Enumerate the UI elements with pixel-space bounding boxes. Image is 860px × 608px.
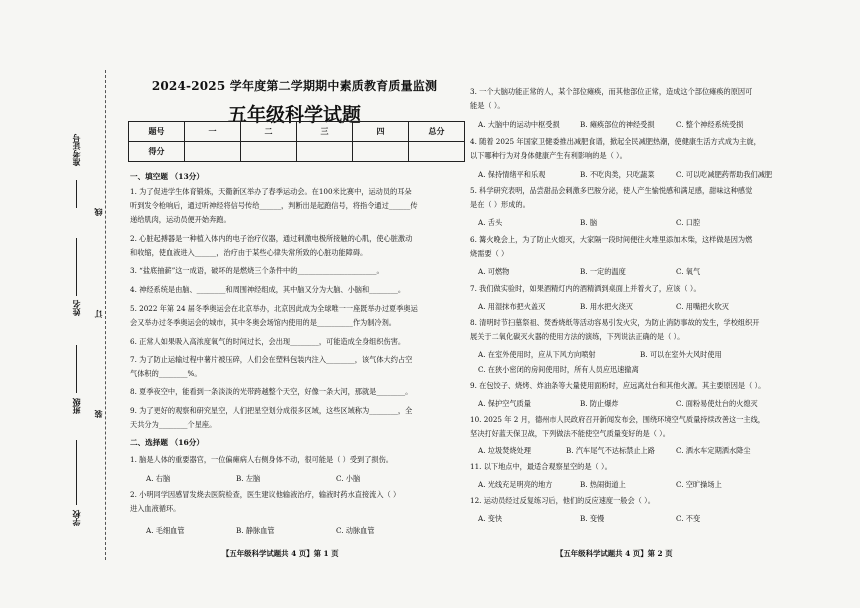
score-cell[interactable] <box>409 142 465 162</box>
choice-q11: 11. 以下地点中，最适合观察星空的是（ ）。 <box>470 462 612 471</box>
choice-q4-option-c: C. 可以吃减肥药帮助我们减肥 <box>676 170 773 179</box>
choice-q12-option-b: B. 变慢 <box>580 514 605 523</box>
choice-q12: 12. 运动员经过反复练习后，他们的反应速度一般会（ ）。 <box>470 496 655 505</box>
score-head-4: 四 <box>353 122 409 142</box>
fill-q7-line1: 7. 为了防止运输过程中薯片被压碎，人们会在塑料包装内注入________，该气体大约占空 <box>130 355 413 364</box>
score-cell[interactable] <box>241 142 297 162</box>
choice-q10-option-a: A. 垃圾焚烧处理 <box>478 446 531 455</box>
choice-q10-option-b: B. 汽车尾气不达标禁止上路 <box>566 446 655 455</box>
fill-q4: 4. 神经系统是由脑、________和周围神经组成，其中脑又分为大脑、小脑和________。 <box>130 285 406 294</box>
exam-subject-title: 五年级科学试题 <box>227 104 361 126</box>
choice-q7-option-c: C. 用嘴把火吹灭 <box>676 302 729 311</box>
choice-q1-option-a: A. 右脑 <box>146 474 171 483</box>
score-head-1: 一 <box>185 122 241 142</box>
choice-q7-option-b: B. 用水把火浇灭 <box>580 302 633 311</box>
choice-q4-line2: 以下哪种行为对身体健康产生有利影响的是（ ）。 <box>470 151 627 160</box>
fill-q5-line2: 会又举办过冬季奥运会的城市，其中冬奥会场馆内使用的是__________作为制冷剂。 <box>130 318 396 327</box>
choice-q11-option-c: C. 空旷操场上 <box>676 480 722 489</box>
choice-q6-option-a: A. 可燃物 <box>478 267 510 276</box>
choice-q6-line2: 烧需要（ ） <box>470 249 509 258</box>
score-cell[interactable] <box>297 142 353 162</box>
choice-q8-line1: 8. 清明时节扫墓祭祖、焚香烧纸等活动容易引发火灾，为防止消防事故的发生，学校组织开 <box>470 318 760 327</box>
fill-q5-line1: 5. 2022 年第 24 届冬季奥运会在北京举办，北京因此成为全球唯一一座既举办过夏季奥运 <box>130 304 418 313</box>
section-choice-heading: 二、选择题 （16分） <box>130 438 204 447</box>
choice-q8-option-b: B. 可以在室外大风时使用 <box>640 350 722 359</box>
fill-q8: 8. 夏季夜空中，能看到一条淡淡的光带跨越整个天空，好像一条大河，那就是________。 <box>130 387 413 396</box>
choice-q3-option-c: C. 整个神经系统受损 <box>676 120 744 129</box>
choice-q8-option-c: C. 在狭小密闭的房间使用时，所有人员应迅速撤离 <box>478 365 639 374</box>
choice-q1: 1. 脑是人体的重要器官，一位偏瘫病人右侧身体不动，很可能是（ ）受到了损伤。 <box>130 455 393 464</box>
choice-q6-option-c: C. 氧气 <box>676 267 701 276</box>
choice-q3-line2: 能是（ ）。 <box>470 101 505 110</box>
choice-q5-line2: 是在（ ）形成的。 <box>470 200 530 209</box>
fill-q9-line1: 9. 为了更好的观察和研究星空，人们把星空划分成很多区域，这些区域称为________，全 <box>130 406 413 415</box>
score-row-label: 得分 <box>129 142 185 162</box>
binding-strip <box>40 134 103 540</box>
choice-q11-option-a: A. 光线充足明亮的地方 <box>478 480 553 489</box>
choice-q8-option-a: A. 在室外使用时，应从下风方向喷射 <box>478 350 596 359</box>
choice-q7-option-a: A. 用湿抹布把火盖灭 <box>478 302 546 311</box>
choice-q5-option-c: C. 口腔 <box>676 218 701 227</box>
fill-q2-line1: 2. 心脏起搏器是一种植入体内的电子治疗仪器，通过刺激电极所接触的心肌，使心脏激动 <box>130 234 413 243</box>
score-head-total: 总分 <box>409 122 465 142</box>
choice-q10-line1: 10. 2025 年 2 月，德州市人民政府召开新闻发布会，围绕环境空气质量持续改善这一主线， <box>470 415 766 424</box>
exam-no-line <box>76 180 77 208</box>
choice-q6-option-b: B. 一定的温度 <box>580 267 626 276</box>
choice-q5-option-b: B. 脑 <box>580 218 598 227</box>
choice-q4-option-a: A. 保持情绪平和乐观 <box>478 170 546 179</box>
score-table <box>128 121 465 162</box>
score-cell[interactable] <box>353 142 409 162</box>
choice-q3-option-a: A. 大脑中的运动中枢受损 <box>478 120 560 129</box>
seal-bind-mark: 装 <box>93 410 103 418</box>
choice-q12-option-c: C. 不变 <box>676 514 701 523</box>
choice-q9-option-a: A. 保护空气质量 <box>478 399 531 408</box>
choice-q3-option-b: B. 瘫痪部位的神经受损 <box>580 120 655 129</box>
fill-q1-line2: 听到发令枪响后，通过听神经将信号传给______，判断出是起跑信号，将指令通过______传 <box>130 201 418 210</box>
choice-q4-line1: 4. 随着 2025 年国家卫健委推出减肥食谱，掀起全民减肥热潮，使健康生活方式成为主旋， <box>470 137 761 146</box>
choice-q8-line2: 展关于二氧化碳灭火器的使用方法的演练，下列说法正确的是（ ）。 <box>470 332 685 341</box>
fill-q7-line2: 气体积的________%。 <box>130 369 202 378</box>
choice-q11-option-b: B. 热闹街道上 <box>580 480 626 489</box>
choice-q2-option-c: C. 动脉血管 <box>336 526 375 535</box>
school-line <box>76 440 77 505</box>
name-line <box>76 238 77 296</box>
score-head-3: 三 <box>297 122 353 142</box>
score-head-2: 二 <box>241 122 297 142</box>
choice-q2-option-a: A. 毛细血管 <box>146 526 185 535</box>
choice-q4-option-b: B. 不吃肉类，只吃蔬菜 <box>580 170 655 179</box>
choice-q2-line1: 2. 小明同学因感冒发烧去医院检查，医生建议他输液治疗，输液时药水直接流入（ ） <box>130 490 401 499</box>
section-fill-heading: 一、填空题 （13分） <box>130 172 204 181</box>
choice-q1-option-b: B. 左脑 <box>236 474 261 483</box>
score-cell[interactable] <box>185 142 241 162</box>
cut-line <box>105 70 106 560</box>
choice-q3-line1: 3. 一个大脑功能正常的人，某个部位瘫痪，而其他部位正常，造成这个部位瘫痪的原因可 <box>470 87 753 96</box>
choice-q1-option-c: C. 小脑 <box>336 474 361 483</box>
choice-q12-option-a: A. 变快 <box>478 514 503 523</box>
choice-q9: 9. 在包饺子、烧烤、炸油条等大量使用面粉时，应远离灶台和其他火源。其主要原因是（ ）。 <box>470 381 766 390</box>
school-label: 学校 <box>71 510 81 526</box>
fill-q1-line1: 1. 为了促进学生体育锻炼，天衢新区举办了春季运动会。在100米比赛中，运动员的耳朵 <box>130 187 412 196</box>
choice-q6-line1: 6. 篝火晚会上，为了防止火熄灭，大家隔一段时间便往火堆里添加木柴，这样做是因为燃 <box>470 235 753 244</box>
choice-q9-option-c: C. 面粉易使灶台的火熄灭 <box>676 399 758 408</box>
page-footer-right: 【五年级科学试题共 4 页】第 2 页 <box>556 549 673 558</box>
seal-line-mark: 线 <box>93 208 103 216</box>
choice-q2-line2: 进入血液循环。 <box>130 504 181 513</box>
choice-q10-option-c: C. 洒水车定期洒水降尘 <box>676 446 751 455</box>
seal-order-mark: 订 <box>93 310 103 318</box>
score-head-label: 题号 <box>129 122 185 142</box>
choice-q9-option-b: B. 防止爆炸 <box>580 399 619 408</box>
page-footer-left: 【五年级科学试题共 4 页】第 1 页 <box>222 549 339 558</box>
exam-no-label: 准考证号 <box>71 134 81 166</box>
choice-q5-option-a: A. 舌头 <box>478 218 503 227</box>
fill-q9-line2: 天共分为________个星座。 <box>130 420 217 429</box>
exam-title: 2024-2025 学年度第二学期期中素质教育质量监测 <box>151 79 438 93</box>
fill-q2-line2: 和收缩，使血液进入______，治疗由于某些心律失常所致的心脏功能障碍。 <box>130 248 368 257</box>
fill-q3: 3. “盐底抽薪”这一成语，破坏的是燃烧三个条件中的______________________。 <box>130 266 384 275</box>
choice-q7: 7. 我们做实验时，如果酒精灯内的酒精洒到桌面上并着火了，应该（ ）。 <box>470 284 701 293</box>
choice-q5-line1: 5. 科学研究表明，品尝甜品会刺激多巴胺分泌，使人产生愉悦感和满足感，甜味这种感觉 <box>470 186 753 195</box>
fill-q1-line3: 递给肌肉，运动员便开始奔跑。 <box>130 215 231 224</box>
name-label: 姓名 <box>71 300 81 316</box>
fill-q6: 6. 正常人如果吸入高浓度氧气的时间过长，会出现________，可能造成全身组织伤害。 <box>130 337 406 346</box>
choice-q2-option-b: B. 静脉血管 <box>236 526 275 535</box>
class-line <box>76 345 77 393</box>
class-label: 班级 <box>71 398 81 414</box>
choice-q10-line2: 坚决打好蓝天保卫战，下列做法不能使空气质量变好的是（ ）。 <box>470 429 670 438</box>
